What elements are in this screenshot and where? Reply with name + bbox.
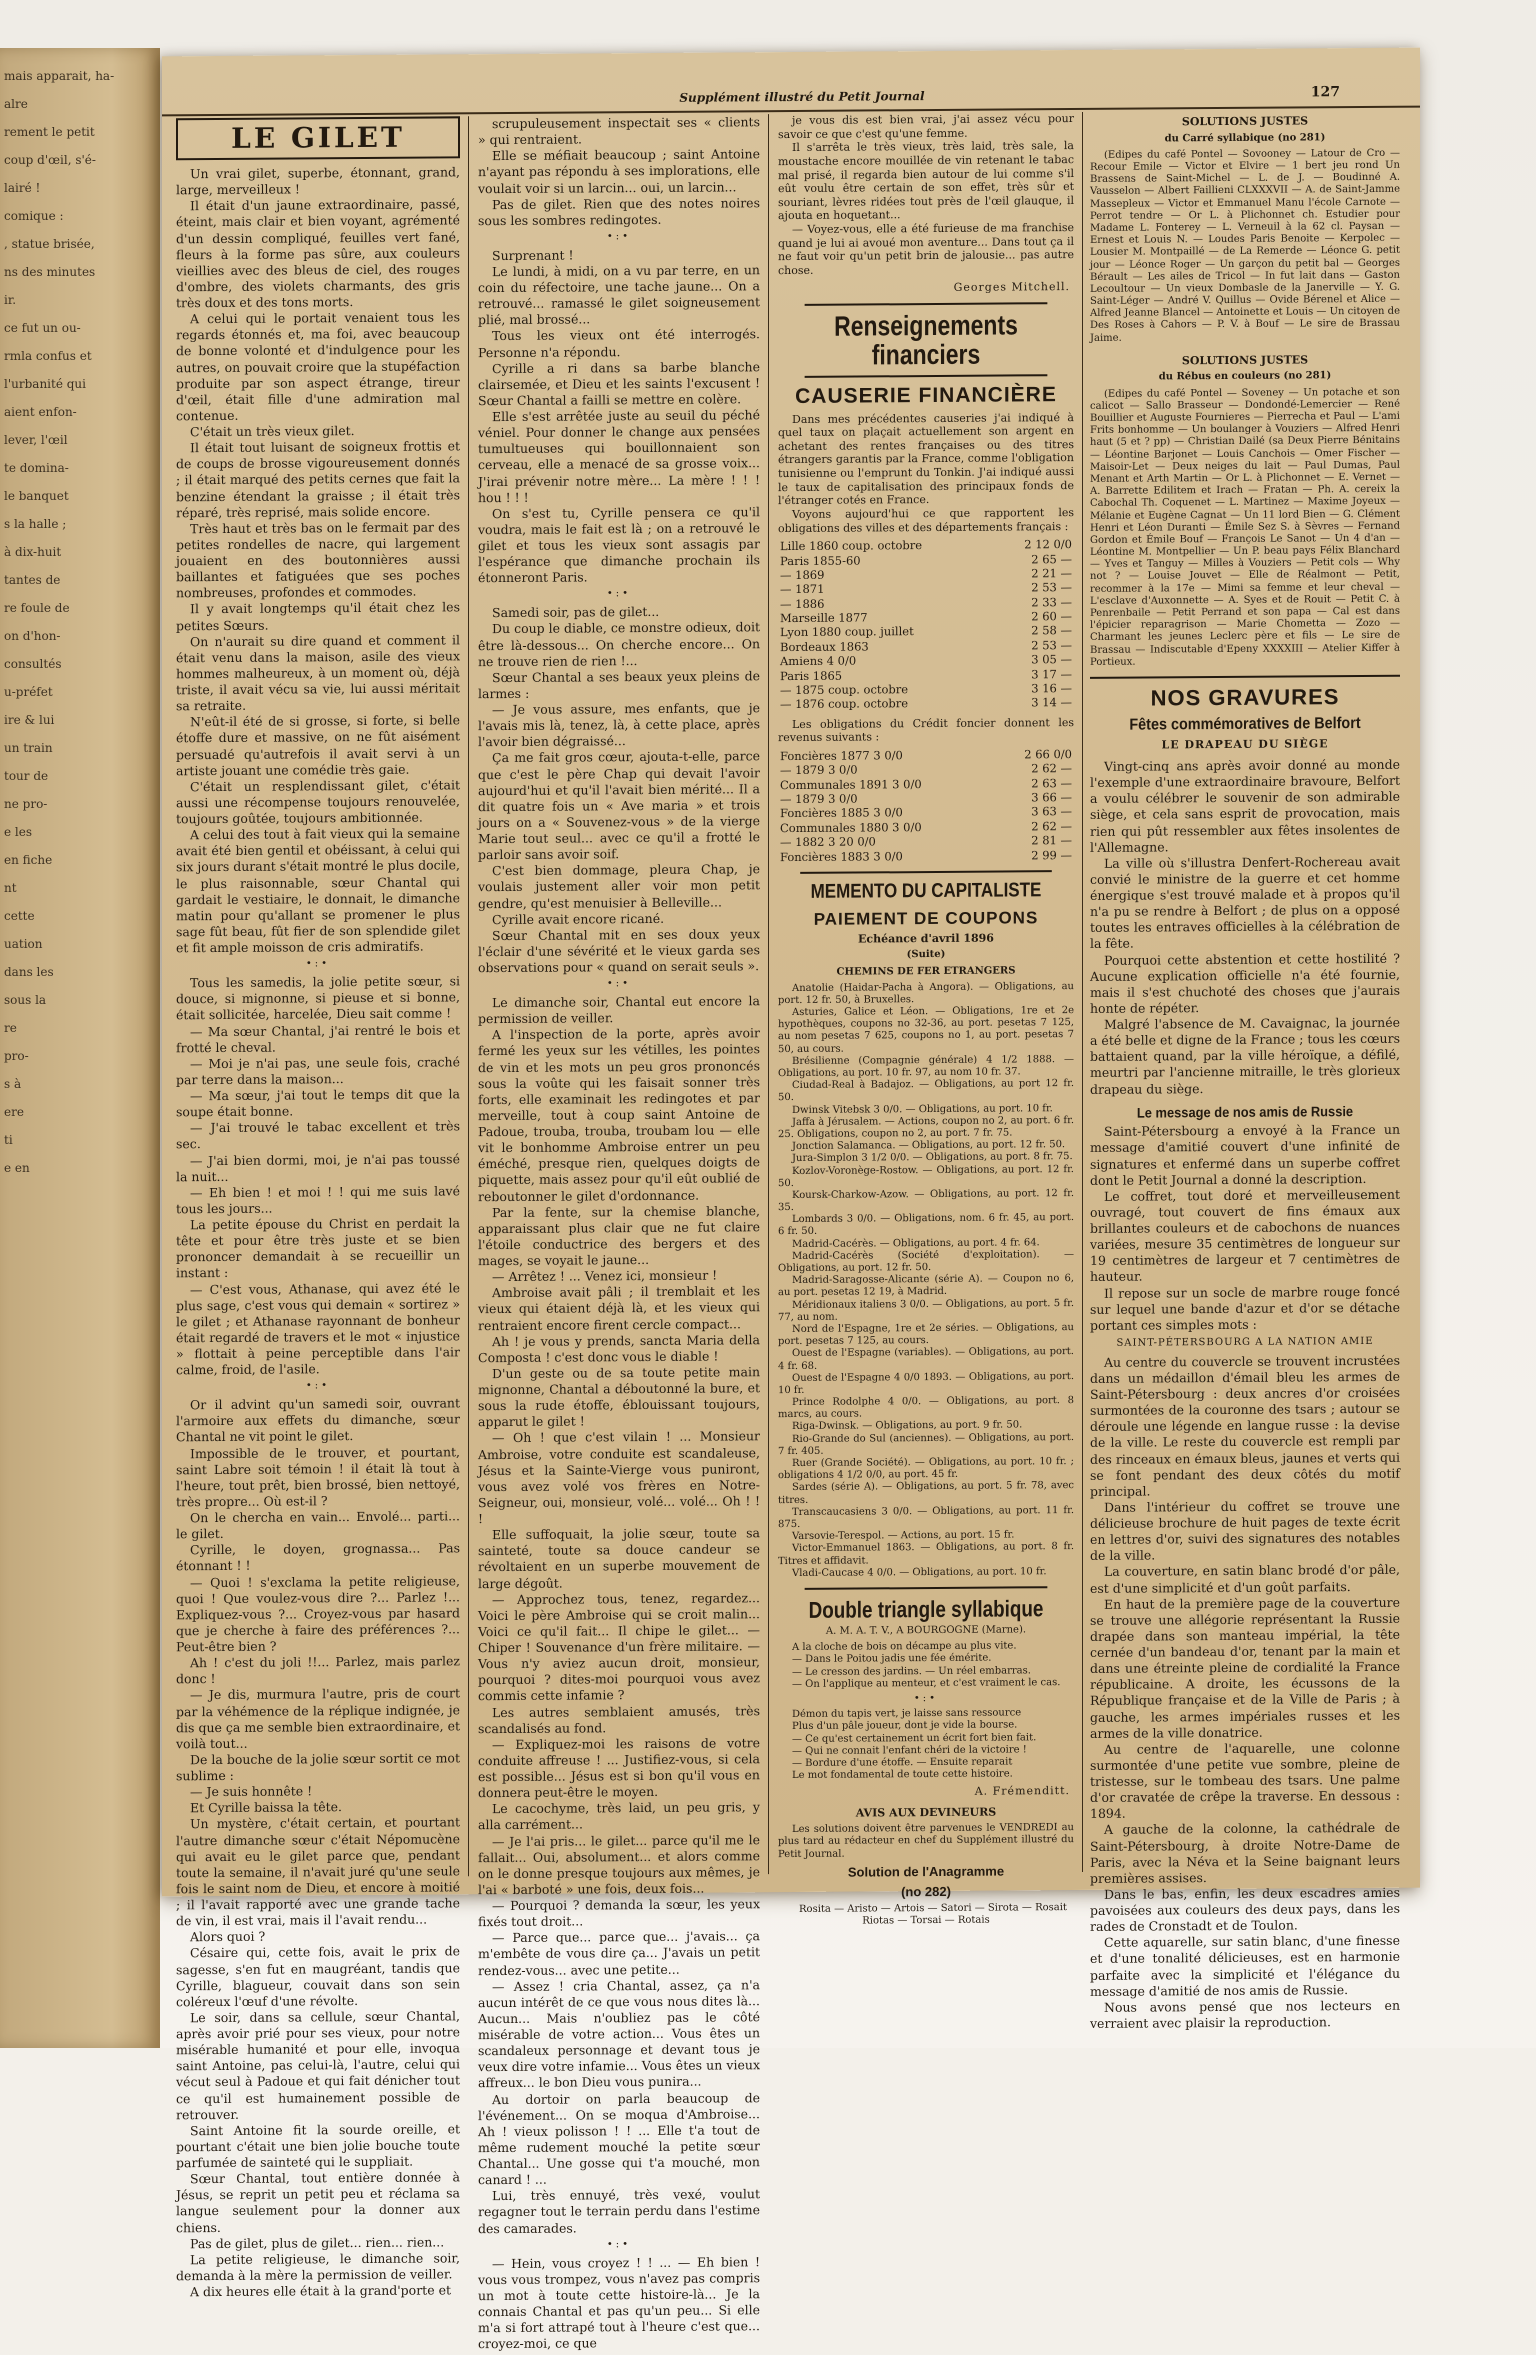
bond-yield: 3 17 — bbox=[1031, 666, 1072, 681]
coupon-entry: Vladi-Caucase 4 0/0. — Obligations, au port. 10 fr. bbox=[792, 1565, 1047, 1579]
story-paragraph: A celui qui le portait venaient tous les regards étonnés et, ma foi, avec beaucoup de bonne volonté et d'indulgence pour les autres, on pouvait croire que la stupéfaction produite par son aspect étrange, tireur d'œil, était fille d'une admiration mal contenue. bbox=[176, 309, 460, 424]
bond-yield: 2 53 — bbox=[1031, 637, 1072, 653]
story-paragraph: — Hein, vous croyez ! ! ... — Eh bien ! vous vous trompez, vous n'avez pas compris un mot à toute cette histoire-là... Je la connais Chantal et pas qu'un peu... Si elle m'a si fort attrapé tout à l'heure c'est que... croyez-moi, ce que bbox=[478, 2253, 760, 2352]
story-paragraph: — Ma sœur Chantal, j'ai rentré le bois et frotté le cheval. bbox=[176, 1021, 460, 1055]
left-page-edge bbox=[0, 48, 160, 2048]
coupons-list bbox=[778, 981, 1074, 1580]
story-text-continued bbox=[478, 114, 760, 2352]
story-paragraph: On le chercha en vain... Envolé... parti... le gilet. bbox=[176, 1508, 460, 1542]
story-text bbox=[176, 164, 460, 2300]
left-page-text-fragment: pro- bbox=[4, 1049, 29, 1063]
story-paragraph: Très haut et très bas on le fermait par des petites rondelles de nacre, qui largement jouaient en des boutonnières aussi baillantes et fatiguées que ses poches nombreuses, profondes et commodes. bbox=[176, 519, 460, 601]
column-finance bbox=[778, 112, 1074, 1927]
story-paragraph: C'est bien dommage, pleura Chap, je voulais justement aller voir mon petit gendre, qu'est menuisier à Belleville... bbox=[478, 861, 760, 911]
story-paragraph: Le lundi, à midi, on a vu par terre, en un coin du réfectoire, une tache jaune... On a retrouvé... ramassé le gilet soigneusement plié, mal brossé... bbox=[478, 262, 760, 328]
section-ornament: •:• bbox=[305, 1380, 331, 1392]
bond-name: — 1876 coup. octobre bbox=[780, 696, 909, 712]
bond-name: Communales 1891 3 0/0 bbox=[780, 776, 922, 792]
left-page-text-fragment: dans les bbox=[4, 965, 54, 979]
memento-title: MEMENTO DU CAPITALISTE bbox=[800, 870, 1052, 903]
column-rule bbox=[468, 116, 469, 1876]
section-ornament: •:• bbox=[606, 588, 632, 600]
left-page-text-fragment: alre bbox=[4, 97, 28, 111]
city-bonds-table bbox=[778, 537, 1074, 712]
chemins-title: CHEMINS DE FER ETRANGERS bbox=[836, 964, 1016, 978]
coupon-entry: Ciudad-Real à Badajoz. — Obligations, au port 12 fr. 50. bbox=[778, 1078, 1074, 1104]
story-paragraph: Cyrille avait encore ricané. bbox=[492, 910, 665, 927]
story-paragraph: Le cacochyme, très laid, un peu gris, y alla carrément... bbox=[478, 1799, 760, 1833]
story-paragraph: C'était un resplendissant gilet, c'était aussi une récompense toujours renouvelée, toujours goûtée, toujours ambitionnée. bbox=[176, 777, 460, 827]
causerie-paragraph: Dans mes précédentes causeries j'ai indiqué à quel taux on plaçait actuellement son argent en achetant des rentes françaises ou des titres étrangers garantis par la France, comme l'obligation tunisienne ou l'emprunt du Tonkin. J'ai indiqué aussi le taux de capitalisation des principaux fonds de l'étranger cotés en France. bbox=[778, 410, 1074, 508]
left-page-text-fragment: en fiche bbox=[4, 853, 53, 867]
left-page-text-fragment: ir. bbox=[4, 293, 17, 307]
left-page-text-fragment: aient enfon- bbox=[4, 405, 77, 419]
story-paragraph: — Voyez-vous, elle a été furieuse de ma franchise quand je lui ai avoué mon aventure... Dans tout ça il ne faut voir qu'un petit brin de jalousie... pas autre chose. bbox=[778, 221, 1074, 277]
verse-line: Plus d'un pâle joueur, dont je vide la bourse. bbox=[792, 1719, 1018, 1733]
message-paragraph: Dans l'intérieur du coffret se trouve une délicieuse brochure de huit pages de texte écrit en lettres d'or, suivi des signatures des notables de la ville. bbox=[1090, 1497, 1400, 1564]
verse-line: — Qui ne connait l'enfant chéri de la victoire ! bbox=[792, 1744, 1027, 1757]
story-paragraph: Du coup le diable, ce monstre odieux, doit être là-dessous... On cherche encore... On ne trouve rien de rien !... bbox=[478, 619, 760, 669]
paiement-title: PAIEMENT DE COUPONS bbox=[813, 908, 1039, 929]
bond-name: Foncières 1877 3 0/0 bbox=[780, 748, 903, 763]
story-paragraph: Au dortoir on parla beaucoup de l'événement... On se moqua d'Ambroise... Ah ! vieux polisson ! ! ... Elle t'a tout de même rudement mouché la petite sœur Chantal... Une gosse qui t'a mouché, mon canard ! ... bbox=[478, 2089, 760, 2188]
causerie-text bbox=[778, 411, 1074, 536]
story-paragraph: je vous dis est bien vrai, j'ai assez vécu pour savoir ce que c'est qu'une femme. bbox=[778, 112, 1074, 141]
message-paragraph: Le coffret, tout doré et merveilleusement ouvragé, tout couvert de fins émaux aux brillantes couleurs et de cabochons de nuances variées, mesure 35 centimètres de longueur sur 19 centimètres de largeur et 7 centimètres de hauteur. bbox=[1090, 1186, 1400, 1285]
story-paragraph: — Eh bien ! et moi ! ! qui me suis lavé tous les jours... bbox=[176, 1183, 460, 1217]
story-paragraph: Il était d'un jaune extraordinaire, passé, éteint, mais clair et bien voyant, agrémenté d'un dessin compliqué, feuilles vert fané, fleurs à la forme pas sûre, aux couleurs vieillies avec des bleus de ciel, des rouges d'ombre, des violets charmants, des gris très doux et des tons morts. bbox=[176, 196, 460, 311]
bond-name: — 1886 bbox=[780, 596, 825, 611]
finance-headline: Renseignements financiers bbox=[805, 302, 1048, 378]
left-page-text-fragment: lairé ! bbox=[4, 181, 41, 195]
solutions-names: (Edipes du café Pontel — Soveney — Un potache et son calicot — Sallo Brasseur — Dondondé-Lemercier — René Bouillier et Auguste Fournieres — Pierrecha et Paul — L'ami Frits bonhomme — Un boulanger à Vouziers — Alfred Henri haut (5 et ? pp) — Christian Dailé (sa Deux Pierre Bénitains — Léontine Barjonet — Louis Canchois — Omer Fischer — Maisoir-Let — Deux neiges du lait — Paul Dumas, Paul Menant et Arth Martin — Or L. à Plichonnet — E. Vernet — A. Barrette Edilitem et Irach — Fratan — Ph. A. cereix la Cabochal Th. Coquenet — L. Martinez — Maxime Joyeux — Mélanie et Eugène Cagnat — Un 11 lord Bien — G. Clément Henri et Léon Duranti — Émile Sez S. à Sèvres — Fernand Gordon et Émile Bouf — François Le Sanot — Un 4 d'an — Léontine M. Montpellier — Un P. beau pays Félix Blanchard — Yves et Tanguy — Milles à Vouziers — Petit cols — Why not ? — Louise Jouvet — Elle de Réalmont — Petit, recommer à la 17e — Mimi sa femme et leur cheval — L'esclave d'Auxonnette — A. Syes et de Rouit — Petit C. à Penrenbaile — Petit Perrand et son papa — Cal est dans l'épicier reparagrison — Marie Chometta — Zozo — Charmant les jeunes Leclerc père et fils — Le sire de Brassau — Indiscutable d'Epeny XXXXIII — Atelier Kiffer à Portieux. bbox=[1090, 386, 1400, 668]
story-paragraph: Par la fente, sur la chemise blanche, apparaissant plus clair que ne fut claire l'étoile conductrice des bergers et des mages, se voyait le jaune... bbox=[478, 1202, 760, 1269]
table-row bbox=[778, 695, 1074, 711]
story-paragraph: Elle suffoquait, la jolie sœur, toute sa sainteté, toute sa douce candeur se révoltaient en un superbe mouvement de large dégoût. bbox=[478, 1525, 760, 1591]
coupon-entry: Anatolie (Haidar-Pacha à Angora). — Obligations, au port. 12 fr. 50, à Bruxelles. bbox=[778, 980, 1074, 1007]
table-row bbox=[778, 848, 1074, 864]
story-paragraph: — Je vous assure, mes enfants, que je l'avais mis là, tenez, là, à cette place, après l'avoir bien dégraissé... bbox=[478, 700, 760, 750]
story-paragraph: Pas de gilet. Rien que des notes noires sous les sombres redingotes. bbox=[478, 194, 760, 228]
story-paragraph: — Approchez tous, tenez, regardez... Voici le père Ambroise qui se croit malin... Voici ce qu'il fait... Il chipe le gilet... — Chiper ! Souvenance d'un frère militaire. — Vous n'y aviez aucun droit, monsieur, pourquoi ? dites-moi pourquoi vous avez commis cette infamie ? bbox=[478, 1589, 760, 1704]
bond-name: Lille 1860 coup. octobre bbox=[780, 538, 923, 554]
left-page-text-fragment: coup d'œil, s'é- bbox=[4, 153, 96, 167]
left-page-text-fragment: le banquet bbox=[4, 489, 69, 503]
coupon-entry: Méridionaux italiens 3 0/0. — Obligations, au port. 5 fr. 77, au nom. bbox=[778, 1297, 1074, 1323]
coupon-entry: Jura-Simplon 3 1/2 0/0. — Obligations, au port. 8 fr. 75. bbox=[792, 1151, 1073, 1165]
story-paragraph: — Assez ! cria Chantal, assez, ça n'a aucun intérêt de ce que vous nous dites là... Aucun... Mais n'oubliez pas le côté misérable de votre action... Vous êtes un scandaleux personnage et devant tous je veux dire votre infamie... Vous êtes un vieux affreux... le bon Dieu vous punira... bbox=[478, 1976, 760, 2091]
fetes-paragraph: Pourquoi cette abstention et cette hostilité ? Aucune explication officielle n'a été fournie, mais il s'est chuchoté des choses que j'aurais honte de répéter. bbox=[1090, 950, 1400, 1016]
story-paragraph: Ça me fait gros cœur, ajouta-t-elle, parce que c'est le père Chap qui devait l'avoir aujourd'hui et qu'il l'avait bien mérité... Il a dit quatre fois un « Ave maria » et trois jours on a « Souvenez-vous » de la vierge Marie tout seul... avec ce qu'il a frotté le parloir sans avoir soif. bbox=[478, 748, 760, 863]
solutions-names: (Edipes du café Pontel — Sovooney — Latour de Cro — Recour Emile — Victor et Elvire — 1 bert jeu rond Un Brassens de Saint-Michel — L. de J. — Boudinné A. Vausselon — Albert Faillieni CLXXXVII — A. de Saint-Jamme Massepleux — Victor et Emmanuel Manu l'école Carnote — Perrot tendre — Or L. à Plichonnet ch. Estudier pour Madame L. Fonterey — L. Verneuil à la 62 cl. Paysan — Ernest et Louis N. — Loudes Paris Benoite — Kerpolec — Lousier M. Montpaillé — de La Remerde — Léonce G. petit jour — Léonce Roger — Un garçon du petit bal — Georges Bérault — Les ailes de Tricol — In fut lait dans — Gaston Lecoultour — Un vieux Dombasle de la Janerville — Y. G. Saint-Léger — André V. Quillus — Ovide Bérenel et Alice — Alfred Jeanne Blancel — Antoinette et Louis — Un citoyen de Des Roses à Cahors — P. V. à Bouf — Le sire de Brassau Jaime. bbox=[1090, 147, 1400, 344]
solutions-subtitle: du Carré syllabique (no 281) bbox=[1164, 131, 1326, 145]
verse-line: A la cloche de bois on décampe au plus vite. bbox=[792, 1640, 1017, 1654]
bond-yield: 3 14 — bbox=[1031, 695, 1072, 710]
left-page-text-fragment: ire & lui bbox=[4, 713, 55, 727]
story-paragraph: Surprenant ! bbox=[492, 247, 574, 263]
story-paragraph: Cyrille, le doyen, grognassa... Pas étonnant ! ! bbox=[176, 1540, 460, 1574]
coupon-entry: Victor-Emmanuel 1863. — Obligations, au port. 8 fr. Titres et affidavit. bbox=[778, 1541, 1074, 1567]
double-triangle-signature: A. Frémenditt. bbox=[974, 1784, 1070, 1799]
story-paragraph: Pas de gilet, plus de gilet... rien... rien... bbox=[190, 2234, 445, 2251]
story-paragraph: Et Cyrille baissa la tête. bbox=[190, 1799, 343, 1816]
newspaper-page bbox=[162, 48, 1420, 2352]
coupon-entry: Dwinsk Vitebsk 3 0/0. — Obligations, au port. 10 fr. bbox=[792, 1102, 1053, 1116]
left-page-text-fragment: ce fut un ou- bbox=[4, 321, 81, 335]
story-paragraph: Tous les vieux ont été interrogés. Personne n'a répondu. bbox=[478, 326, 760, 360]
bond-yield: 2 62 — bbox=[1031, 818, 1072, 834]
left-page-text-fragment: te domina- bbox=[4, 461, 69, 475]
story-paragraph: — J'ai bien dormi, moi, je n'ai pas toussé la nuit... bbox=[176, 1150, 460, 1184]
fetes-paragraph: Vingt-cinq ans après avoir donné au monde l'exemple d'une extraordinaire bravoure, Belfort a voulu célébrer le souvenir de son admirable siège, et cela sans esprit de provocation, mais rien qui pût ressembler aux fêtes insolentes de l'Allemagne. bbox=[1090, 756, 1400, 855]
coupon-entry: Nord de l'Espagne, 1re et 2e séries. — Obligations, au port. pesetas 7 125, au cours. bbox=[778, 1322, 1074, 1348]
double-triangle-byline: A. M. A. T. V., A BOURGOGNE (Marne). bbox=[825, 1624, 1027, 1637]
story-title: LE GILET bbox=[176, 116, 460, 160]
message-paragraph: Au centre du couvercle se trouvent incrustées dans un médaillon d'émail bleu les armes de Saint-Pétersbourg : deux ancres d'or croisées surmontées de la couronne des tsars ; autour se déroule une légende en langue russe : la devise de la ville. Le reste du couvercle est rempli par des rinceaux en émaux bleus, jaunes et verts qui se font pendant des deux côtés du motif principal. bbox=[1090, 1352, 1400, 1499]
message-paragraph: Au centre de l'aquarelle, une colonne surmontée d'une petite vue sombre, pleine de tristesse, sur le tombeau des tsars. Une palme d'or cravatée de crêpe la traverse. En dessous : 1894. bbox=[1090, 1739, 1400, 1822]
message-paragraph: Il repose sur un socle de marbre rouge foncé sur lequel une bande d'azur et d'or se détache portant ces simples mots : bbox=[1090, 1283, 1400, 1333]
verse-line: — Le cresson des jardins. — Un réel embarras. bbox=[792, 1664, 1031, 1678]
story-paragraph: A dix heures elle était à la grand'porte et bbox=[190, 2282, 451, 2300]
section-ornament: •:• bbox=[606, 230, 632, 243]
bond-name: Amiens 4 0/0 bbox=[780, 653, 857, 669]
bond-name: — 1879 3 0/0 bbox=[780, 762, 858, 778]
section-ornament: •:• bbox=[913, 1692, 939, 1705]
bond-yield: 2 66 0/0 bbox=[1024, 746, 1072, 762]
bond-yield: 2 63 — bbox=[1031, 775, 1072, 790]
story-ending bbox=[778, 112, 1074, 278]
verse-line: — Dans le Poitou jadis une fée émérite. bbox=[792, 1653, 992, 1666]
coupon-entry: Transcaucasiens 3 0/0. — Obligations, au port. 11 fr. 875. bbox=[778, 1504, 1074, 1531]
story-paragraph: On n'aurait su dire quand et comment il était venu dans la maison, asile des vieux hommes malheureux, à un moment où, déjà triste, il avait vécu sa vie, lui aussi méritait sa retraite. bbox=[176, 632, 460, 714]
left-page-text-fragment: cette bbox=[4, 909, 35, 923]
message-paragraph: En haut de la première page de la couverture se trouve une allégorie représentant la Russie drapée dans son manteau impérial, la tête cernée d'un bandeau d'or, tenant par la main et dans une étreinte pleine de cordialité la France républicaine. A droite, les écussons de la République française et de la Ville de Paris ; à gauche, les armes impériales russes et les armes de la ville donatrice. bbox=[1090, 1594, 1400, 1741]
story-paragraph: — Ma sœur, j'ai tout le temps dit que la soupe était bonne. bbox=[176, 1086, 460, 1120]
story-paragraph: La petite religieuse, le dimanche soir, demanda à la mère la permission de veiller. bbox=[176, 2250, 460, 2284]
coupon-entry: Madrid-Cacérès (Société d'exploitation). — Obligations, au port. 12 fr. 50. bbox=[778, 1248, 1074, 1275]
bond-yield: 2 62 — bbox=[1031, 761, 1072, 776]
story-paragraph: On s'est tu, Cyrille pensera ce qu'il voudra, mais le fait est là ; on a retrouvé le gilet et tous les vieux sont assagis par l'espérance que dimanche prochain ils étonneront Paris. bbox=[478, 503, 760, 586]
story-paragraph: D'un geste ou de sa toute petite main mignonne, Chantal a déboutonné la bure, et sous la rude étoffe, éblouissant toujours, apparut le gilet ! bbox=[478, 1364, 760, 1430]
bond-yield: 2 58 — bbox=[1031, 623, 1072, 638]
coupon-entry: Rio-Grande do Sul (anciennes). — Obligations, au port. 7 fr. 405. bbox=[778, 1431, 1074, 1457]
coupon-entry: Madrid-Cacérès. — Obligations, au port. 4 fr. 64. bbox=[792, 1236, 1040, 1250]
coupon-entry: Koursk-Charkow-Azow. — Obligations, au port. 12 fr. 35. bbox=[778, 1187, 1074, 1214]
left-page-text-fragment: ti bbox=[4, 1133, 13, 1147]
solutions-title: SOLUTIONS JUSTES bbox=[1181, 353, 1309, 368]
left-page-text-fragment: rement le petit bbox=[4, 125, 95, 139]
double-triangle-title: Double triangle syllabique bbox=[805, 1586, 1048, 1622]
story-paragraph: Lui, très ennuyé, très vexé, voulut regagner tout le terrain perdu dans l'estime des camarades. bbox=[478, 2186, 760, 2236]
coupon-entry: Ouest de l'Espagne 4 0/0 1893. — Obligations, au port. 10 fr. bbox=[778, 1370, 1074, 1397]
coupon-entry: Varsovie-Terespol. — Actions, au port. 15 fr. bbox=[792, 1529, 1015, 1543]
verse-line: Le mot fondamental de toute cette histoire. bbox=[792, 1768, 1013, 1782]
bond-yield: 3 66 — bbox=[1031, 790, 1072, 805]
bond-name: Lyon 1880 coup. juillet bbox=[780, 624, 914, 640]
credit-foncier-table bbox=[778, 747, 1074, 864]
story-paragraph: Ah ! je vous y prends, sancta Maria della Composta ! c'est donc vous le diable ! bbox=[478, 1331, 760, 1365]
story-paragraph: — Oh ! que c'est vilain ! ... Monsieur Ambroise, votre conduite est scandaleuse, Jésus et la Sainte-Vierge vous puniront, vous avez volé vos frères en Notre-Seigneur, oui, monsieur, volé... volé... Oh ! ! ! bbox=[478, 1428, 760, 1527]
story-paragraph: Il était tout luisant de soigneux frottis et de coups de brosse vigoureusement donnés ; il était marqué des petits cernes que fait la benzine étendant la graisse ; il était très réparé, très reprisé, mais solide encore. bbox=[176, 438, 460, 521]
column-story-continued bbox=[478, 114, 760, 2352]
coupon-entry: Lombards 3 0/0. — Obligations, nom. 6 fr. 45, au port. 6 fr. 50. bbox=[778, 1212, 1074, 1238]
left-page-text-fragment: e en bbox=[4, 1161, 30, 1175]
bond-name: Paris 1865 bbox=[780, 668, 843, 683]
double-triangle-verses bbox=[778, 1640, 1074, 1782]
story-paragraph: — Arrêtez ! ... Venez ici, monsieur ! bbox=[492, 1267, 718, 1285]
left-page-text-fragment: re bbox=[4, 1021, 17, 1035]
message-text-continued bbox=[1090, 1353, 1400, 2032]
story-paragraph: Les autres semblaient amusés, très scandalisés au fond. bbox=[478, 1702, 760, 1736]
bond-yield: 3 16 — bbox=[1031, 680, 1072, 696]
bond-yield: 2 99 — bbox=[1031, 847, 1072, 862]
solutions-subtitle: du Rébus en couleurs (no 281) bbox=[1158, 370, 1332, 383]
bond-name: Foncières 1883 3 0/0 bbox=[780, 848, 903, 864]
verse-line: Démon du tapis vert, je laisse sans ressource bbox=[792, 1707, 1022, 1721]
story-paragraph: — Moi je n'ai pas, une seule fois, craché par terre dans la maison... bbox=[176, 1054, 460, 1088]
story-paragraph: Saint Antoine fit la sourde oreille, et pourtant c'était une bien jolie bouche toute parfumée de sainteté qui le suppliait. bbox=[176, 2121, 460, 2171]
story-paragraph: — Je l'ai pris... le gilet... parce qu'il me le fallait... Oui, absolument... et alors comme on le donne presque toujours aux mêmes, je l'ai « barboté » une fois, deux fois... bbox=[478, 1831, 760, 1898]
gravures-title: NOS GRAVURES bbox=[1090, 675, 1400, 710]
left-page-text-fragment: un train bbox=[4, 741, 53, 755]
bond-yield: 2 33 — bbox=[1031, 594, 1072, 609]
section-ornament: •:• bbox=[305, 958, 331, 970]
coupon-entry: Sardes (série A). — Obligations, au port. 5 fr. 78, avec titres. bbox=[778, 1480, 1074, 1506]
table-note: Les obligations du Crédit foncier donnent les revenus suivants : bbox=[778, 715, 1074, 745]
left-page-text-fragment: re foule de bbox=[4, 601, 70, 615]
left-page-text-fragment: à dix-huit bbox=[4, 545, 62, 559]
story-paragraph: Impossible de le trouver, et pourtant, saint Labre soit témoin ! il était là tout à l'heure, tout prêt, bien brossé, bien nettoyé, très propre... Où est-il ? bbox=[176, 1443, 460, 1510]
bond-yield: 3 05 — bbox=[1031, 652, 1072, 667]
story-paragraph: Elle se méfiait beaucoup ; saint Antoine n'ayant pas répondu à ses implorations, elle voulait voir si un larcin... oui, un larcin... bbox=[478, 146, 760, 196]
fetes-subtitle: LE DRAPEAU DU SIÈGE bbox=[1161, 737, 1329, 752]
coupon-entry: Madrid-Saragosse-Alicante (série A). — Coupon no 6, au port. pesetas 12 19, à Madrid. bbox=[778, 1273, 1074, 1299]
story-paragraph: N'eût-il été de si grosse, si forte, si belle étoffe dure et massive, on ne fût aisément persuadé qu'autrefois il avait servi à un artiste jouant une comédie très gaie. bbox=[176, 712, 460, 779]
left-page-text-fragment: l'urbanité qui bbox=[4, 377, 86, 391]
bond-name: — 1871 bbox=[780, 582, 825, 597]
verse-line: — On l'applique au menteur, et c'est vraiment le cas. bbox=[792, 1676, 1061, 1690]
left-page-text-fragment: on d'hon- bbox=[4, 629, 61, 643]
bond-name: Bordeaux 1863 bbox=[780, 639, 869, 654]
message-paragraph: Nous avons pensé que nos lecteurs en verraient avec plaisir la reproduction. bbox=[1090, 1997, 1400, 2031]
coupon-entry: Brésilienne (Compagnie générale) 4 1/2 1888. — Obligations, au port. 10 fr. 97, au nom 10 fr. 37. bbox=[778, 1053, 1074, 1080]
left-page-text-fragment: tour de bbox=[4, 769, 49, 783]
coupon-entry: Riga-Dwinsk. — Obligations, au port. 9 fr. 50. bbox=[792, 1419, 1023, 1433]
story-paragraph: Cyrille a ri dans sa barbe blanche clairsemée, et Dieu et les saints l'excusent ! Sœur Chantal a failli se mettre en colère. bbox=[478, 358, 760, 409]
table-row bbox=[778, 537, 1074, 553]
story-paragraph: La petite épouse du Christ en perdait la tête et pour être très juste et se bien prononcer demandait à se recueillir un instant : bbox=[176, 1215, 460, 1281]
story-signature: Georges Mitchell. bbox=[953, 279, 1070, 294]
bond-name: Communales 1880 3 0/0 bbox=[780, 819, 922, 835]
story-paragraph: A l'inspection de la porte, après avoir fermé les yeux sur les vétilles, les pointes de vin et les mots un peu gros prononcés sous la voûte qui les faisait sonner très forts, elle examinait les redingotes et par merveille, tout à coup saint Antoine de Padoue, trouba, trouba, troubam lou — elle vit le bonhomme Ambroise entrer un peu éméché, presque rien, quelques doigts de piquette, mais assez pour qu'il eût oublié de reboutonner le gilet d'ordonnance. bbox=[478, 1025, 760, 1204]
bond-yield: 2 12 0/0 bbox=[1024, 537, 1072, 552]
fetes-paragraph: La ville où s'illustra Denfert-Rochereau avait convié le ministre de la guerre et cet homme énergique s'est trouvé malade et à propos qu'il n'a pu se rendre à Belfort ; de plus on a opposé toutes les entraves officielles à la célébration de la fête. bbox=[1090, 853, 1400, 952]
bond-name: Foncières 1885 3 0/0 bbox=[780, 805, 903, 821]
message-text bbox=[1090, 1122, 1400, 1334]
left-page-text-fragment: uation bbox=[4, 937, 43, 951]
bond-name: — 1882 3 20 0/0 bbox=[780, 834, 876, 850]
left-page-text-fragment: s la halle ; bbox=[4, 517, 67, 531]
story-paragraph: — Expliquez-moi les raisons de votre conduite affreuse ! ... Justifiez-vous, si cela est possible... Jésus est si bon qu'il vous en donnera peut-être le moyen. bbox=[478, 1735, 760, 1801]
bond-yield: 2 53 — bbox=[1031, 580, 1072, 595]
bond-name: — 1869 bbox=[780, 567, 825, 582]
left-page-text-fragment: e les bbox=[4, 825, 33, 839]
coupon-entry: Ruer (Grande Société). — Obligations, au port. 10 fr. ; obligations 4 1/2 0/0, au port. 45 fr. bbox=[778, 1456, 1074, 1482]
bond-yield: 2 60 — bbox=[1031, 609, 1072, 624]
left-page-text-fragment: nt bbox=[4, 881, 17, 895]
anagramme-solution: Rosita — Aristo — Artois — Satori — Sirota — Rosait Riotas — Torsai — Rotais bbox=[799, 1902, 1067, 1927]
story-paragraph: — Je dis, murmura l'autre, pris de court par la véhémence de la réplique indignée, je dis que ça me semble bien extraordinaire, et voilà tout... bbox=[176, 1685, 460, 1752]
story-paragraph: — J'ai trouvé le tabac excellent et très sec. bbox=[176, 1118, 460, 1152]
story-paragraph: Un mystère, c'était certain, et pourtant l'autre dimanche sœur c'était Népomucène qui avait eu le gilet parce que, pendant toute la semaine, il n'avait juré qu'une seule fois le saint nom de Dieu, et encore à moitié ; il l'avait rapporté avec une grande tache de vin, il est vrai, mais il l'avait rendu... bbox=[176, 1814, 460, 1929]
story-paragraph: Il y avait longtemps qu'il était chez les petites Sœurs. bbox=[176, 599, 460, 633]
left-page-text-fragment: sous la bbox=[4, 993, 47, 1007]
story-paragraph: Césaire qui, cette fois, avait le prix de sagesse, s'en fut en maugréant, tandis que Cyrille, blagueur, couvait dans son sein coléreux l'œuf d'une révolte. bbox=[176, 1943, 460, 2010]
story-paragraph: Un vrai gilet, superbe, étonnant, grand, large, merveilleux ! bbox=[176, 164, 460, 198]
coupon-entry: Ouest de l'Espagne (variables). — Obligations, au port. 4 fr. 68. bbox=[778, 1346, 1074, 1372]
story-paragraph: — C'est vous, Athanase, qui avez été le plus sage, c'est vous qui demain « sortirez » le gilet ; et Athanase rayonnant de bonheur était regardé de travers et le mot « injustice » flottait à peine perceptible dans l'air calme, froid, de l'asile. bbox=[176, 1279, 460, 1378]
anagramme-number: (no 282) bbox=[901, 1884, 951, 1900]
solutions-title: SOLUTIONS JUSTES bbox=[1181, 114, 1309, 129]
avis-text: Les solutions doivent être parvenues le VENDREDI au plus tard au rédacteur en chef du Supplément illustré du Petit Journal. bbox=[778, 1822, 1074, 1860]
story-paragraph: Le dimanche soir, Chantal eut encore la permission de veiller. bbox=[478, 993, 760, 1027]
left-page-text-fragment: s à bbox=[4, 1077, 22, 1091]
column-rule bbox=[768, 114, 769, 1874]
story-paragraph: De la bouche de la jolie sœur sortit ce mot sublime : bbox=[176, 1750, 460, 1784]
bond-name: Marseille 1877 bbox=[780, 610, 868, 626]
left-page-text-fragment: ere bbox=[4, 1105, 24, 1119]
section-ornament: •:• bbox=[606, 2238, 632, 2250]
message-paragraph: A gauche de la colonne, la cathédrale de Saint-Pétersbourg, à droite Notre-Dame de Paris, avec la Néva et la Seine baignant leurs premières assises. bbox=[1090, 1820, 1400, 1886]
bond-yield: 3 63 — bbox=[1031, 804, 1072, 819]
message-paragraph: Cette aquarelle, sur satin blanc, d'une finesse et d'une tonalité délicieuses, est en harmonie parfaite avec la simplicité et l'élégance du message d'amitié de nos amis de Russie. bbox=[1090, 1933, 1400, 1999]
story-paragraph: — Quoi ! s'exclama la petite religieuse, quoi ! Que voulez-vous dire ?... Parlez !... Expliquez-vous ?... Croyez-vous par hasard que je cherche à faire des préférences ?... Peut-être bien ? bbox=[176, 1572, 460, 1655]
story-paragraph: — Je suis honnête ! bbox=[190, 1783, 313, 1800]
running-head-title: Supplément illustré du Petit Journal bbox=[679, 89, 925, 105]
message-paragraph: Dans le bas, enfin, les deux escadres amies pavoisées aux couleurs des deux pays, dans les rades de Cronstadt et de Toulon. bbox=[1090, 1884, 1400, 1935]
fetes-paragraph: Malgré l'absence de M. Cavaignac, la journée a été belle et digne de la France ; tous les cœurs battaient quand, par la ville héroïque, a défilé, meurtri par l'ancienne mitraille, le très glorieux drapeau du siège. bbox=[1090, 1014, 1400, 1097]
story-paragraph: Ambroise avait pâli ; il tremblait et les vieux qui étaient déjà là, et les vieux qui rentraient encore firent cercle compact... bbox=[478, 1283, 760, 1333]
coupon-entry: Jonction Salamanca. — Obligations, au port. 12 fr. 50. bbox=[792, 1139, 1066, 1153]
causerie-paragraph: Voyons aujourd'hui ce que rapportent les obligations des villes et des départements français : bbox=[778, 505, 1074, 535]
fetes-title: Fêtes commémoratives de Belfort bbox=[1129, 715, 1361, 734]
fetes-text bbox=[1090, 757, 1400, 1098]
anagramme-title: Solution de l'Anagramme bbox=[847, 1863, 1005, 1880]
causerie-title: CAUSERIE FINANCIÈRE bbox=[795, 383, 1057, 409]
bond-name: — 1879 3 0/0 bbox=[780, 791, 858, 807]
left-page-text-fragment: lever, l'œil bbox=[4, 433, 68, 447]
suite-label: (Suite) bbox=[906, 949, 946, 961]
bond-yield: 2 81 — bbox=[1031, 833, 1072, 848]
message-paragraph: La couverture, en satin blanc brodé d'or pâle, est d'une simplicité et d'un goût parfaits. bbox=[1090, 1562, 1400, 1596]
bond-name: — 1875 coup. octobre bbox=[780, 682, 909, 697]
story-paragraph: Elle s'est arrêtée juste au seuil du péché véniel. Pour donner le change aux pensées tumultueuses qui bouillonnaient son cerveau, elle a menacé de sa grosse voix... J'irai prévenir notre mère... La mère ! ! ! hou ! ! ! bbox=[478, 407, 760, 505]
avis-title: AVIS AUX DEVINEURS bbox=[855, 1805, 997, 1820]
story-paragraph: Ah ! c'est du joli !!... Parlez, mais parlez donc ! bbox=[176, 1653, 460, 1687]
message-paragraph: Saint-Pétersbourg a envoyé à la France un message d'amitié couvert d'une infinité de signatures et enfermé dans un superbe coffret dont le Petit Journal a donné la description. bbox=[1090, 1122, 1400, 1188]
left-page-text-fragment: mais apparait, ha- bbox=[4, 69, 115, 83]
story-paragraph: C'était un très vieux gilet. bbox=[190, 423, 355, 440]
story-paragraph: Tous les samedis, la jolie petite sœur, si douce, si mignonne, si pieuse et si bonne, était sollicitée, harcelée, Dieu sait comme ! bbox=[176, 973, 460, 1023]
left-page-text-fragment: tantes de bbox=[4, 573, 61, 587]
story-paragraph: — Pourquoi ? demanda la sœur, les yeux fixés tout droit... bbox=[478, 1896, 760, 1930]
story-paragraph: Le soir, dans sa cellule, sœur Chantal, après avoir prié pour ses vieux, pour notre misérable humanité et pour elle, invoqua saint Antoine, pas celui-là, l'autre, celui qui vécut seul à Padoue et qui fait dénicher tout ce qu'il est humainement possible de retrouver. bbox=[176, 2008, 460, 2122]
left-page-text-fragment: , statue brisée, bbox=[4, 237, 95, 251]
bond-name: Paris 1855-60 bbox=[780, 553, 861, 568]
story-paragraph: scrupuleusement inspectait ses « clients » qui rentraient. bbox=[478, 114, 760, 148]
message-title: Le message de nos amis de Russie bbox=[1136, 1102, 1354, 1121]
coupon-entry: Kozlov-Voronège-Rostow. — Obligations, au port. 12 fr. 50. bbox=[778, 1163, 1074, 1189]
left-page-text-fragment: u-préfet bbox=[4, 685, 53, 699]
story-paragraph: Sœur Chantal mit en ses doux yeux l'éclair d'une sévérité et le vieux garda ses observations pour « quand on serait seuls ». bbox=[478, 925, 760, 976]
column-gravures bbox=[1090, 110, 1400, 2031]
story-paragraph: Samedi soir, pas de gilet... bbox=[492, 604, 660, 621]
table-row bbox=[778, 747, 1074, 763]
story-paragraph: Sœur Chantal a ses beaux yeux pleins de larmes : bbox=[478, 667, 760, 702]
coupon-entry: Asturies, Galice et Léon. — Obligations, 1re et 2e hypothèques, coupons no 32-36, au port. pesetas 7 125, au nom pesetas 7 625, coupons no 1, au port. pesetas 7 50, au cours. bbox=[778, 1005, 1074, 1055]
left-page-text-fragment: ne pro- bbox=[4, 797, 48, 811]
coupon-entry: Prince Rodolphe 4 0/0. — Obligations, au port. 8 marcs, au cours. bbox=[778, 1395, 1074, 1421]
bond-yield: 2 65 — bbox=[1031, 551, 1072, 566]
coupon-entry: Jaffa à Jérusalem. — Actions, coupon no 2, au port. 6 fr. 25. Obligations, coupon no 2, au port. 7 fr. 75. bbox=[778, 1114, 1074, 1141]
story-paragraph: Alors quoi ? bbox=[190, 1928, 266, 1945]
verse-line: — Bordure d'une étoffe. — Ensuite reparait bbox=[792, 1756, 1013, 1769]
inscription: SAINT-PÉTERSBOURG A LA NATION AMIE bbox=[1116, 1335, 1374, 1349]
left-page-text-fragment: ns des minutes bbox=[4, 265, 96, 279]
story-paragraph: Sœur Chantal, tout entière donnée à Jésus, se reprit un petit peu et réclama sa langue seulement pour la donner aux chiens. bbox=[176, 2169, 460, 2235]
left-page-text-fragment: rmla confus et bbox=[4, 349, 92, 363]
left-page-text-fragment: comique : bbox=[4, 209, 64, 223]
left-page-text-fragment: consultés bbox=[4, 657, 62, 671]
column-rule bbox=[1082, 112, 1083, 1872]
verse-line: — Ce qu'est certainement un écrit fort bien fait. bbox=[792, 1731, 1037, 1745]
story-paragraph: Il s'arrêta le très vieux, très laid, très sale, la moustache encore mouillée de vin retenant le tabac mal prisé, il regarda bien autour de lui comme s'il eût voulu être certain de son effet, très sûr et souriant, lèvres ridées tout près de l'œil glauque, il ajouta en hoquetant... bbox=[778, 139, 1074, 223]
bond-yield: 2 21 — bbox=[1031, 565, 1072, 581]
echeance: Echéance d'avril 1896 bbox=[858, 931, 994, 946]
column-le-gilet bbox=[176, 116, 460, 2300]
story-paragraph: A celui des tout à fait vieux qui la semaine avait été bien gentil et obéissant, à celui qui six jours durant s'était montré le plus docile, le plus raisonnable, sœur Chantal qui gardait le vestiaire, le donnait, le dimanche matin pour qu'allant se promener le plus sage fût beau, fût fier de son splendide gilet et fit ample moisson de cris admiratifs. bbox=[176, 825, 460, 956]
section-ornament: •:• bbox=[606, 978, 632, 990]
story-paragraph: Or il advint qu'un samedi soir, ouvrant l'armoire aux effets du dimanche, sœur Chantal ne vit point le gilet. bbox=[176, 1395, 460, 1445]
page-number: 127 bbox=[1310, 84, 1340, 101]
story-paragraph: — Parce que... parce que... j'avais... ça m'embête de vous dire ça... J'avais un petit rendez-vous... avec une petite... bbox=[478, 1928, 760, 1978]
